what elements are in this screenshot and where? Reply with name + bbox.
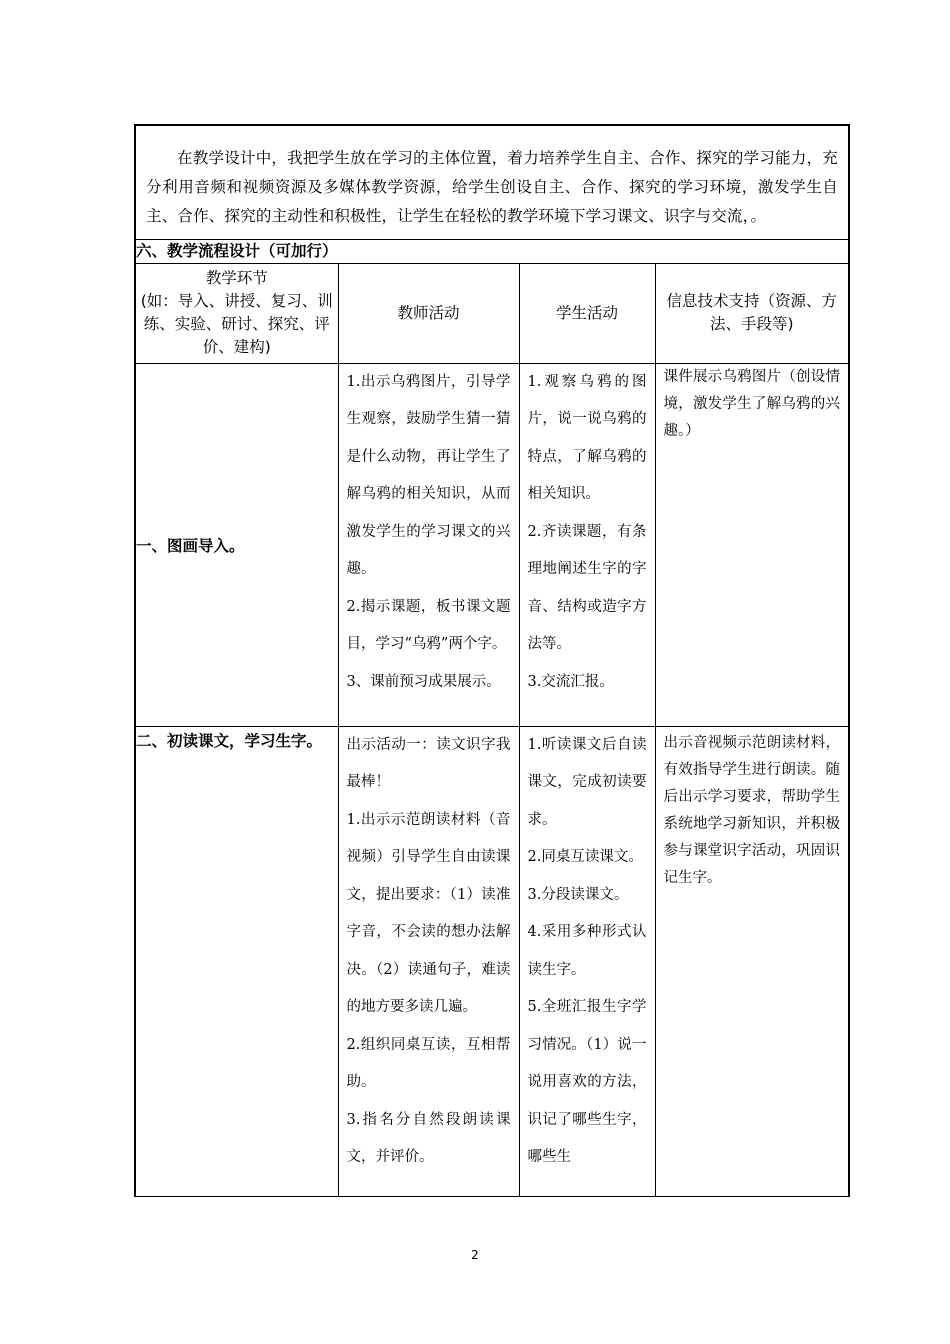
- student-step: 3.分段读课文。: [527, 886, 629, 903]
- student-step: 2.同桌互读课文。: [527, 849, 643, 865]
- teacher-step: 2.组织同桌互读，互相帮助。: [346, 1036, 511, 1090]
- section-title: 六、教学流程设计（可加行）: [135, 239, 849, 263]
- it-text: 出示音视频示范朗读材料，有效指导学生进行朗读。随后出示学习要求，帮助学生系统地学习新知识，并积极参与课堂识字活动，巩固识记生字。: [663, 734, 841, 886]
- teacher-step: 3.指名分自然段朗读课文，并评价。: [346, 1111, 511, 1165]
- header-stage-title: 教学环节: [205, 269, 268, 287]
- teacher-cell: [338, 363, 519, 726]
- header-teacher: 教师活动: [338, 263, 519, 363]
- it-cell: [655, 726, 849, 1196]
- page-number: 2: [471, 1248, 479, 1262]
- table-row: [135, 726, 849, 1196]
- teacher-step: 2.揭示课题，板书课文题目，学习“乌鸦”两个字。: [346, 598, 511, 652]
- student-cell: [519, 726, 655, 1196]
- intro-cell: [135, 125, 849, 239]
- it-cell: [655, 363, 849, 726]
- teacher-step: 1.出示示范朗读材料（音视频）引导学生自由读课文，提出要求：（1）读准字音，不会读的想办法解决。（2）读通句子，难读的地方要多读几遍。: [346, 811, 511, 1015]
- student-step: 3.交流汇报。: [527, 673, 614, 690]
- intro-paragraph: 在教学设计中，我把学生放在学习的主体位置，着力培养学生自主、合作、探究的学习能力，充分利用音频和视频资源及多媒体教学资源，给学生创设自主、合作、探究的学习环境，激发学生自主、合作、探究的主动性和积极性，让学生在轻松的教学环境下学习课文、识字与交流，。: [146, 149, 839, 225]
- lesson-plan-table: [134, 124, 850, 1197]
- student-step: 1.听读课文后自读课文，完成初读要求。: [527, 736, 647, 828]
- stage-cell: 一、图画导入。: [135, 363, 338, 726]
- student-cell: [519, 363, 655, 726]
- header-stage-examples: (如：导入、讲授、复习、训练、实验、研讨、探究、评价、建构): [140, 292, 333, 356]
- student-step: 5.全班汇报生字学习情况。（1）说一说用喜欢的方法，识记了哪些生字，哪些生: [527, 999, 647, 1165]
- teacher-step: 出示活动一：读文识字我最棒！: [346, 736, 511, 790]
- teacher-cell: [338, 726, 519, 1196]
- teacher-step: 3、课前预习成果展示。: [346, 673, 501, 690]
- header-stage: [135, 263, 338, 363]
- header-it-support: 信息技术支持（资源、方法、手段等): [655, 263, 849, 363]
- student-step: 4.采用多种形式认读生字。: [527, 924, 647, 978]
- teacher-step: 1.出示乌鸦图片，引导学生观察，鼓励学生猜一猜是什么动物，再让学生了解乌鸦的相关知识，从而激发学生的学习课文的兴趣。: [346, 373, 511, 577]
- table-row: [135, 363, 849, 726]
- intro-row: [135, 125, 849, 239]
- student-step: 1.观察乌鸦的图片，说一说乌鸦的特点，了解乌鸦的相关知识。: [527, 373, 647, 502]
- stage-cell: 二、初读课文，学习生字。: [135, 726, 338, 1196]
- student-step: 2.齐读课题，有条理地阐述生字的字音、结构或造字方法等。: [527, 523, 647, 652]
- section-title-row: [135, 239, 849, 263]
- it-text: 课件展示乌鸦图片（创设情境，激发学生了解乌鸦的兴趣。）: [663, 368, 841, 439]
- header-row: [135, 263, 849, 363]
- header-student: 学生活动: [519, 263, 655, 363]
